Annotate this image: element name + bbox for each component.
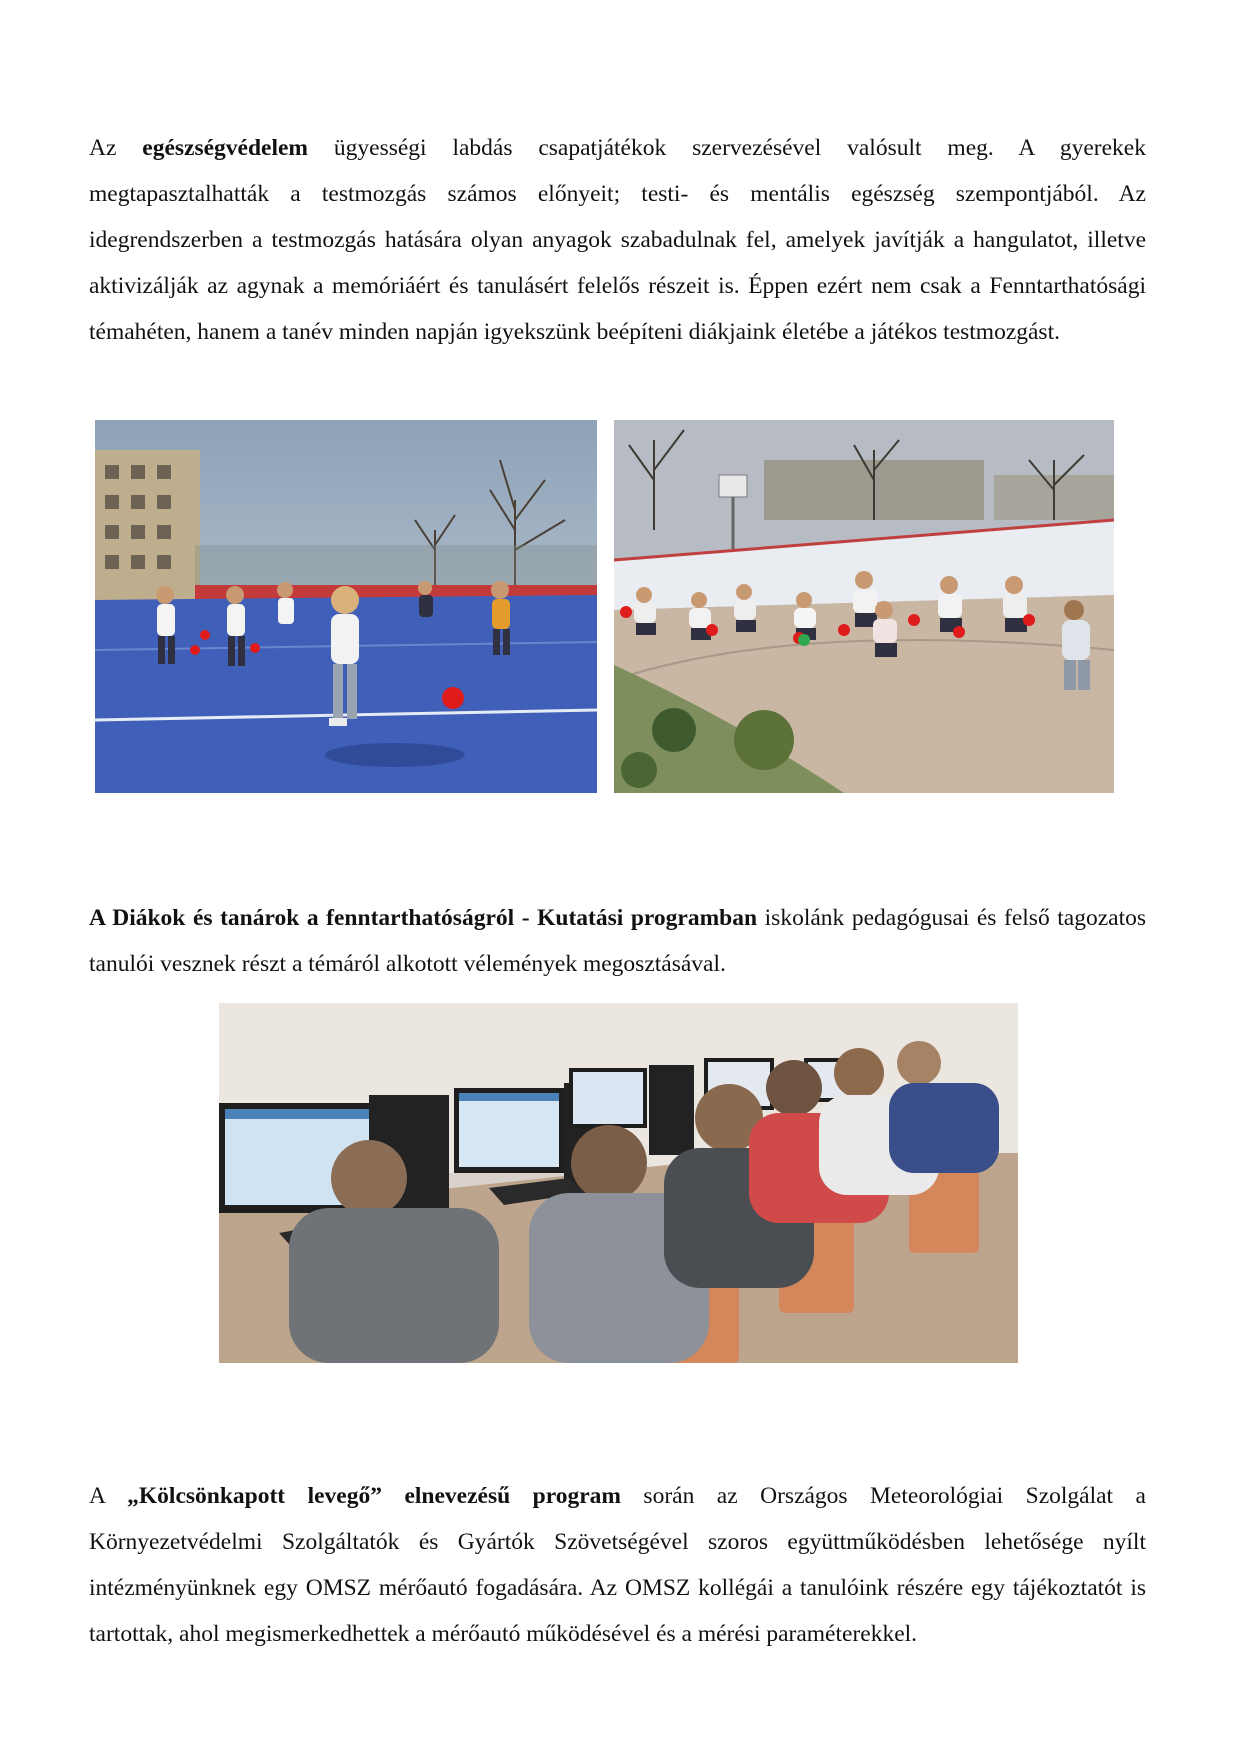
photo-computer-lab: [219, 1003, 1018, 1363]
paragraph-health-bold: egészségvédelem: [142, 134, 309, 161]
paragraph-health: [89, 125, 1146, 355]
paragraph-research-body: iskolánk pedagógusai és felső tagozatos tanulói vesznek részt a témáról alkotott vélemények megosztásával.: [89, 904, 1146, 977]
paragraph-borrowed-air: [89, 1473, 1146, 1657]
paragraph-research-bold: A Diákok és tanárok a fenntarthatóságról - Kutatási programban: [89, 904, 758, 931]
photo-ball-games-court: [95, 420, 597, 793]
paragraph-air-lead: A: [89, 1482, 128, 1509]
paragraph-health-body: ügyességi labdás csapatjátékok szervezésével valósult meg. A gyerekek megtapasztalhatták a testmozgás számos előnyeit; testi- és mentális egészség szempontjából. Az idegrendszerben a testmozgás hatására olyan anyagok szabadulnak fel, amelyek javítják a hangulatot, illetve aktivizálják az agynak a memóriáért és tanulásért felelős részeit is. Éppen ezért nem csak a Fenntarthatósági témahéten, hanem a tanév minden napján igyekszünk beépíteni diákjaink életébe a játékos testmozgást.: [89, 134, 1146, 345]
paragraph-research-program: [89, 895, 1146, 987]
paragraph-health-lead: Az: [89, 134, 143, 161]
photo-ball-games-schoolyard: [614, 420, 1114, 793]
paragraph-air-bold: „Kölcsönkapott levegő” elnevezésű program: [127, 1482, 621, 1509]
paragraph-air-body: során az Országos Meteorológiai Szolgálat a Környezetvédelmi Szolgáltatók és Gyártók Szövetségével szoros együttműködésben lehetősége nyílt intézményünknek egy OMSZ mérőautó fogadására. Az OMSZ kollégái a tanulóink részére egy tájékoztatót is tartottak, ahol megismerkedhettek a mérőautó működésével és a mérési paraméterekkel.: [89, 1482, 1146, 1647]
